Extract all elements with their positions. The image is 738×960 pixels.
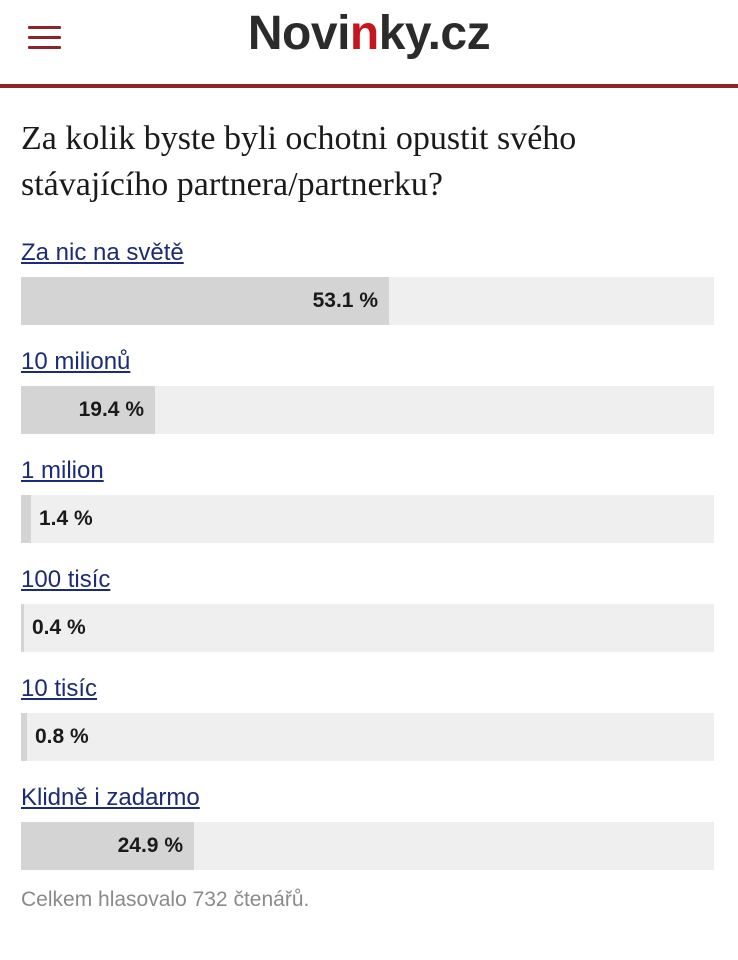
logo-text-end: ky.cz xyxy=(378,7,491,60)
result-percent: 0.4 % xyxy=(32,616,86,639)
result-bar-fill xyxy=(21,713,27,761)
poll-option-link[interactable]: 1 milion xyxy=(21,457,104,484)
total-votes-note: Celkem hlasovalo 732 čtenářů. xyxy=(21,888,310,911)
result-bar-track xyxy=(21,604,714,652)
poll-option xyxy=(21,347,714,434)
result-bar-track xyxy=(21,822,714,870)
site-logo[interactable] xyxy=(0,6,738,61)
poll-option-link[interactable]: 100 tisíc xyxy=(21,566,111,593)
poll-option xyxy=(21,456,714,543)
logo-text-accent: n xyxy=(349,7,379,60)
result-bar-track xyxy=(21,386,714,434)
poll-option-link[interactable]: 10 milionů xyxy=(21,348,131,375)
poll-option xyxy=(21,565,714,652)
result-bar-track xyxy=(21,713,714,761)
logo-text-start: Novi xyxy=(247,7,350,60)
poll-option-link[interactable]: Klidně i zadarmo xyxy=(21,784,200,811)
poll-option xyxy=(21,783,714,870)
result-bar-track xyxy=(21,277,714,325)
result-percent: 24.9 % xyxy=(117,834,183,857)
poll-question: Za kolik byste byli ochotni opustit svého stávajícího partnera/partnerku? xyxy=(21,120,577,203)
result-bar-fill xyxy=(21,604,24,652)
result-percent: 0.8 % xyxy=(35,725,89,748)
result-percent: 19.4 % xyxy=(78,398,144,421)
poll-option-link[interactable]: Za nic na světě xyxy=(21,239,184,266)
poll-option-link[interactable]: 10 tisíc xyxy=(21,675,98,702)
result-bar-track xyxy=(21,495,714,543)
poll-option xyxy=(21,238,714,325)
result-bar-fill xyxy=(21,495,31,543)
result-percent: 1.4 % xyxy=(39,507,93,530)
poll-option xyxy=(21,674,714,761)
site-header xyxy=(0,0,738,88)
result-percent: 53.1 % xyxy=(312,289,378,312)
